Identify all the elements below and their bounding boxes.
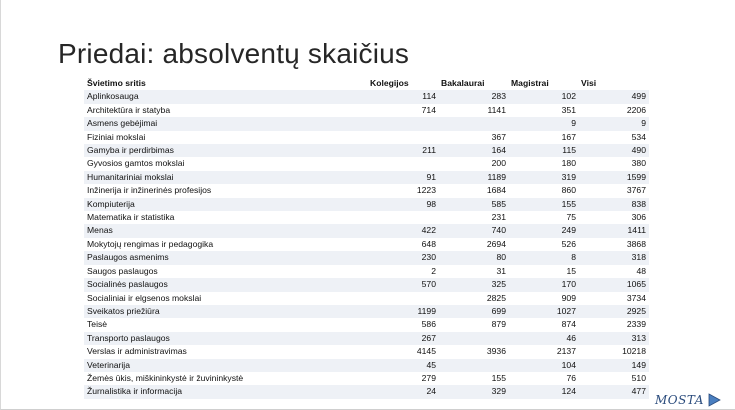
- header-field: Švietimo sritis: [87, 78, 146, 88]
- cell-masters: 319: [561, 171, 576, 182]
- cell-total: 499: [631, 91, 646, 102]
- cell-bachelors: 699: [491, 305, 506, 316]
- cell-colleges: 24: [426, 386, 436, 397]
- cell-total: 510: [631, 372, 646, 383]
- header-bachelors: Bakalaurai: [441, 78, 485, 88]
- cell-masters: 909: [561, 292, 576, 303]
- logo-text: MOSTA: [655, 393, 704, 407]
- cell-colleges: 4145: [416, 346, 436, 357]
- cell-field: Mokytojų rengimas ir pedagogika: [87, 238, 214, 249]
- cell-field: Veterinarija: [87, 359, 130, 370]
- cell-masters: 249: [561, 225, 576, 236]
- cell-total: 318: [631, 252, 646, 263]
- cell-masters: 180: [561, 158, 576, 169]
- cell-masters: 170: [561, 279, 576, 290]
- cell-masters: 1027: [556, 305, 576, 316]
- cell-masters: 2137: [556, 346, 576, 357]
- slide-title: Priedai: absolventų skaičius: [58, 38, 410, 69]
- cell-total: 48: [636, 265, 646, 276]
- cell-field: Gyvosios gamtos mokslai: [87, 158, 185, 169]
- cell-field: Gamyba ir perdirbimas: [87, 145, 174, 156]
- cell-field: Socialiniai ir elgsenos mokslai: [87, 292, 202, 303]
- table-row: [84, 224, 649, 237]
- cell-total: 3868: [626, 238, 646, 249]
- cell-total: 3734: [626, 292, 646, 303]
- cell-bachelors: 80: [496, 252, 506, 263]
- cell-bachelors: 283: [491, 91, 506, 102]
- cell-masters: 526: [561, 238, 576, 249]
- cell-bachelors: 329: [491, 386, 506, 397]
- table-row: [84, 251, 649, 264]
- table-row: [84, 198, 649, 211]
- cell-total: 380: [631, 158, 646, 169]
- table-row: [84, 278, 649, 291]
- cell-bachelors: 879: [491, 319, 506, 330]
- table-row: [84, 332, 649, 345]
- cell-field: Socialinės paslaugos: [87, 279, 168, 290]
- cell-field: Paslaugos asmenims: [87, 252, 169, 263]
- table-row: [84, 359, 649, 372]
- cell-masters: 104: [561, 359, 576, 370]
- cell-masters: 167: [561, 131, 576, 142]
- cell-colleges: 267: [421, 332, 436, 343]
- cell-colleges: 45: [426, 359, 436, 370]
- header-total: Visi: [581, 78, 597, 88]
- table-row: [84, 292, 649, 305]
- table-row: [84, 90, 649, 103]
- cell-colleges: [368, 117, 439, 130]
- table-row: [84, 238, 649, 251]
- cell-total: 9: [641, 118, 646, 129]
- cell-bachelors: [439, 332, 509, 345]
- cell-field: Aplinkosauga: [87, 91, 139, 102]
- mosta-logo: [655, 391, 733, 409]
- cell-bachelors: 1141: [487, 104, 506, 115]
- cell-bachelors: 231: [491, 212, 506, 223]
- cell-colleges: 422: [421, 225, 436, 236]
- cell-masters: 155: [561, 198, 576, 209]
- graduates-table: [84, 77, 649, 399]
- cell-bachelors: 585: [491, 198, 506, 209]
- cell-field: Inžinerija ir inžinerinės profesijos: [87, 185, 212, 196]
- cell-total: 306: [631, 212, 646, 223]
- cell-colleges: [368, 292, 439, 305]
- cell-bachelors: 740: [491, 225, 506, 236]
- table-row: [84, 385, 649, 398]
- cell-field: Transporto paslaugos: [87, 332, 170, 343]
- play-arrow-icon: [706, 392, 722, 408]
- cell-colleges: 586: [421, 319, 436, 330]
- cell-colleges: [368, 211, 439, 224]
- cell-total: 1411: [627, 225, 646, 236]
- cell-masters: 860: [561, 185, 576, 196]
- cell-field: Menas: [87, 225, 113, 236]
- cell-colleges: 91: [426, 171, 436, 182]
- cell-colleges: 1223: [416, 185, 436, 196]
- cell-field: Architektūra ir statyba: [87, 104, 171, 115]
- cell-field: Asmens gebėjimai: [87, 118, 158, 129]
- cell-colleges: [368, 157, 439, 170]
- cell-field: Fiziniai mokslai: [87, 131, 146, 142]
- cell-colleges: 570: [421, 279, 436, 290]
- cell-masters: 9: [571, 118, 576, 129]
- table-row: [84, 305, 649, 318]
- cell-colleges: 230: [421, 252, 436, 263]
- table-row: [84, 372, 649, 385]
- cell-masters: 8: [571, 252, 576, 263]
- table-row: [84, 144, 649, 157]
- header-colleges: Kolegijos: [370, 78, 409, 88]
- cell-field: Verslas ir administravimas: [87, 346, 187, 357]
- table-row: [84, 184, 649, 197]
- cell-masters: 75: [566, 212, 576, 223]
- table-row: [84, 345, 649, 358]
- cell-total: 3767: [626, 185, 646, 196]
- cell-total: 490: [631, 145, 646, 156]
- cell-bachelors: 1189: [487, 171, 506, 182]
- cell-total: 2339: [626, 319, 646, 330]
- cell-total: 10218: [622, 346, 646, 357]
- cell-colleges: 1199: [417, 305, 436, 316]
- table-row: [84, 318, 649, 331]
- cell-field: Matematika ir statistika: [87, 212, 175, 223]
- cell-bachelors: 200: [491, 158, 506, 169]
- table-row: [84, 211, 649, 224]
- cell-colleges: 714: [421, 104, 436, 115]
- cell-colleges: 2: [431, 265, 436, 276]
- table-row: [84, 171, 649, 184]
- cell-bachelors: 2694: [486, 238, 506, 249]
- cell-bachelors: 1684: [486, 185, 506, 196]
- cell-field: Žurnalistika ir informacija: [87, 386, 183, 397]
- cell-field: Humanitariniai mokslai: [87, 171, 174, 182]
- cell-bachelors: [439, 359, 509, 372]
- cell-bachelors: 3936: [486, 346, 506, 357]
- table-row: [84, 131, 649, 144]
- header-masters: Magistrai: [511, 78, 549, 88]
- cell-total: 1599: [626, 171, 646, 182]
- table-row: [84, 157, 649, 170]
- cell-colleges: 648: [421, 238, 436, 249]
- cell-colleges: 279: [421, 372, 436, 383]
- cell-masters: 46: [566, 332, 576, 343]
- table-row: [84, 104, 649, 117]
- cell-masters: 15: [566, 265, 576, 276]
- cell-bachelors: 155: [491, 372, 506, 383]
- cell-bachelors: [439, 117, 509, 130]
- cell-field: Sveikatos priežiūra: [87, 305, 160, 316]
- cell-total: 2206: [626, 104, 646, 115]
- table-row: [84, 265, 649, 278]
- cell-total: 534: [631, 131, 646, 142]
- cell-masters: 115: [562, 145, 576, 156]
- cell-bachelors: 367: [491, 131, 506, 142]
- cell-field: Teisė: [87, 319, 108, 330]
- cell-masters: 102: [561, 91, 576, 102]
- cell-colleges: 114: [422, 91, 436, 102]
- cell-bachelors: 31: [496, 265, 506, 276]
- cell-masters: 124: [561, 386, 576, 397]
- cell-bachelors: 2825: [486, 292, 506, 303]
- cell-total: 149: [631, 359, 646, 370]
- cell-field: Saugos paslaugos: [87, 265, 158, 276]
- cell-colleges: 98: [426, 198, 436, 209]
- cell-total: 2925: [626, 305, 646, 316]
- cell-colleges: 211: [422, 145, 436, 156]
- cell-total: 1065: [626, 279, 646, 290]
- cell-colleges: [368, 131, 439, 144]
- cell-total: 477: [631, 386, 646, 397]
- cell-bachelors: 164: [491, 145, 506, 156]
- cell-masters: 76: [566, 372, 576, 383]
- cell-masters: 351: [561, 104, 576, 115]
- table-header-row: [84, 77, 649, 90]
- cell-bachelors: 325: [491, 279, 506, 290]
- cell-total: 838: [631, 198, 646, 209]
- table-row: [84, 117, 649, 130]
- cell-masters: 874: [561, 319, 576, 330]
- cell-field: Kompiuterija: [87, 198, 135, 209]
- cell-total: 313: [631, 332, 646, 343]
- cell-field: Žemės ūkis, miškininkystė ir žuvininkystė: [87, 372, 244, 383]
